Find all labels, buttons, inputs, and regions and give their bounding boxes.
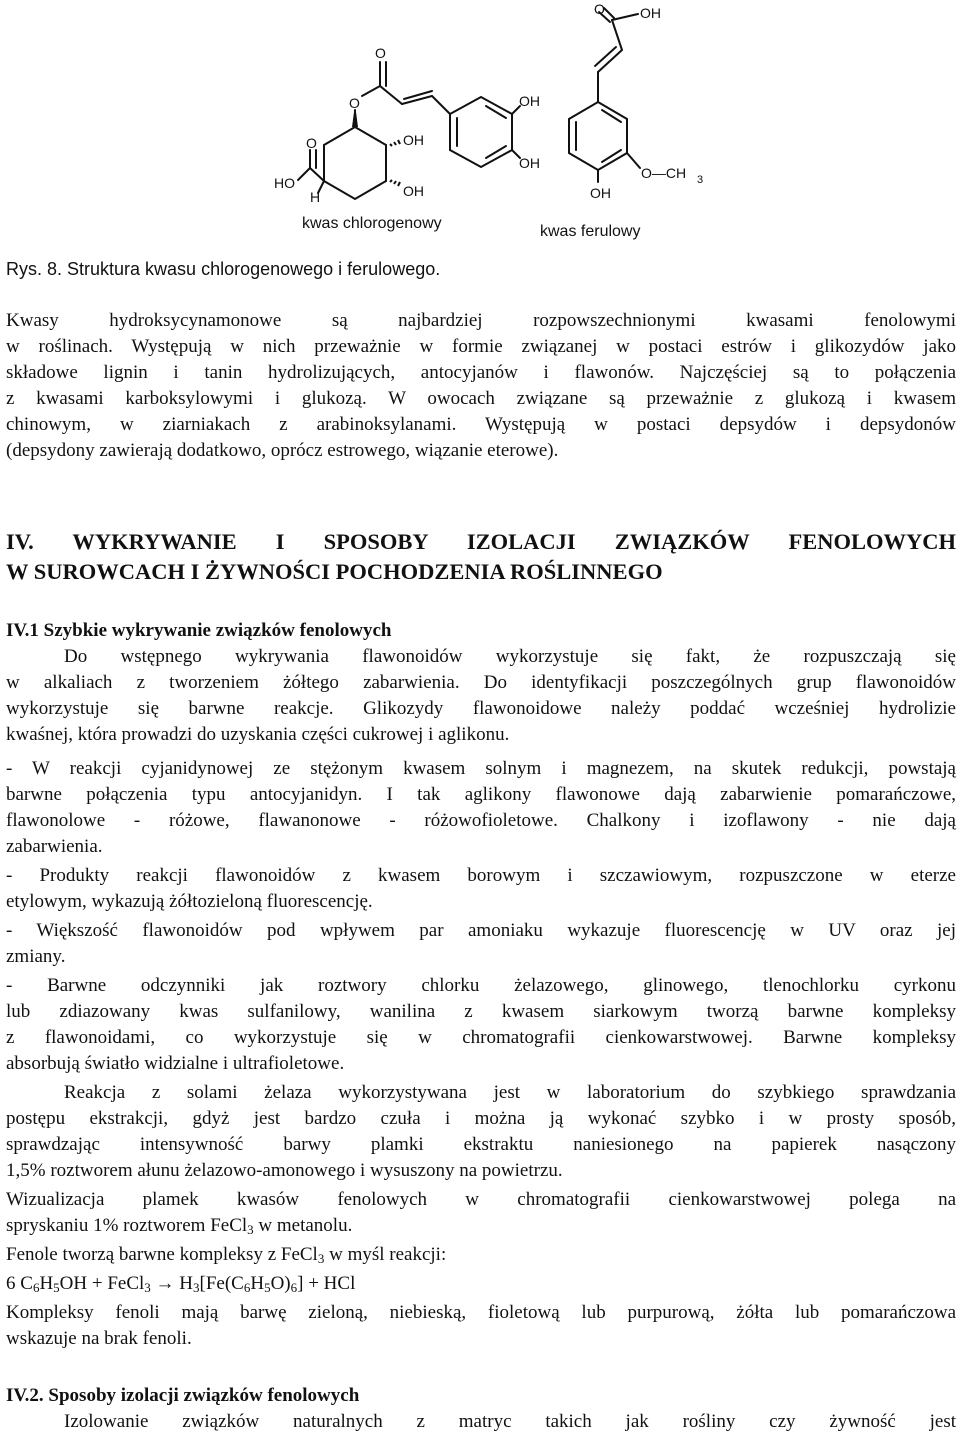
subsection-title: IV.2. Sposoby izolacji związków fenolowych <box>6 1385 360 1406</box>
chlorogenic-acid-name: kwas chlorogenowy <box>302 215 442 232</box>
paragraph-line: w roślinach. Występują w nich przeważnie w formie związanej w postaci estrów i glikozydów jako <box>6 336 956 357</box>
complex-line <box>6 1242 956 1268</box>
label-oh: OH <box>590 185 611 201</box>
paragraph-line: 1,5% roztworem ałunu żelazowo-amonowego i wysuszony na powietrzu. <box>6 1160 563 1181</box>
reaction-equation <box>6 1271 956 1297</box>
label-o: O <box>349 95 360 111</box>
chlorogenic-acid-structure <box>274 45 540 232</box>
eq-part: H <box>39 1273 54 1294</box>
paragraph-line: zmiany. <box>6 946 66 967</box>
eq-part: OH + FeCl <box>59 1273 145 1294</box>
paragraph-line: flawonolowe - różowe, flawanonowe - różowofioletowe. Chalkony i izoflawony - nie dają <box>6 810 956 831</box>
eq-subscript: 5 <box>264 1280 271 1295</box>
paragraph-line: wykorzystuje się barwne reakcje. Glikozydy flawonoidowe należy poddać wcześniej hydrolizie <box>6 698 956 719</box>
label-ho: HO <box>274 175 295 191</box>
subsection-title: IV.1 Szybkie wykrywanie związków fenolowych <box>6 620 392 641</box>
label-h: H <box>310 189 321 205</box>
label-o: O <box>375 45 386 61</box>
eq-part: O) <box>270 1273 291 1294</box>
chemical-structures-figure <box>0 0 960 250</box>
paragraph-line: - Większość flawonoidów pod wpływem par amoniaku wykazuje fluorescencję w UV oraz jej <box>6 920 956 941</box>
eq-part: H <box>179 1273 194 1294</box>
label-oh: OH <box>519 155 540 171</box>
ferulic-acid-structure <box>540 1 703 240</box>
paragraph-line: Reakcja z solami żelaza wykorzystywana jest w laboratorium do szybkiego sprawdzania <box>64 1082 956 1103</box>
label-oh: OH <box>640 5 661 21</box>
section-heading: IV. WYKRYWANIE I SPOSOBY IZOLACJI ZWIĄZKÓW FENOLOWYCH <box>6 529 956 554</box>
paragraph-line: - Produkty reakcji flawonoidów z kwasem borowym i szczawiowym, rozpuszczone w eterze <box>6 865 956 886</box>
paragraph-line: Kompleksy fenoli mają barwę zieloną, niebieską, fioletową lub purpurową, żółta lub pomarańczowa <box>6 1302 956 1323</box>
ferulic-acid-name: kwas ferulowy <box>540 223 641 240</box>
paragraph-line: Wizualizacja plamek kwasów fenolowych w chromatografii cienkowarstwowej polega na <box>6 1189 956 1210</box>
figure-caption: Rys. 8. Struktura kwasu chlorogenowego i ferulowego. <box>6 259 441 279</box>
text-part: w myśl reakcji: <box>324 1244 447 1265</box>
paragraph-line: składowe lignin i tanin hydrolizujących, antocyjanów i flawonów. Najczęściej są to połączenia <box>6 362 956 383</box>
eq-subscript: 6 <box>290 1280 298 1295</box>
paragraph-line: (depsydony zawierają dodatkowo, oprócz estrowego, wiązanie eterowe). <box>6 440 559 461</box>
paragraph-line: etylowym, wykazują żółtozieloną fluorescencję. <box>6 891 373 912</box>
label-oh: OH <box>403 183 424 199</box>
eq-part: [Fe(C <box>199 1273 244 1294</box>
paragraph-line: chinowym, w ziarniakach z arabinoksylanami. Występują w postaci depsydów i depsydonów <box>6 414 956 435</box>
text-part: Fenole tworzą barwne kompleksy z FeCl <box>6 1244 318 1265</box>
section-heading: W SUROWCACH I ŻYWNOŚCI POCHODZENIA ROŚLINNEGO <box>6 559 663 584</box>
reaction-arrow-icon: → <box>150 1273 180 1294</box>
label-och3: O—CH <box>641 165 687 181</box>
label-o: O <box>594 1 605 17</box>
label-oh: OH <box>519 93 540 109</box>
eq-part: H <box>250 1273 265 1294</box>
paragraph-line: lub zdiazowany kwas sulfanilowy, wanilina z kwasem siarkowym tworzą barwne kompleksy <box>6 1001 956 1022</box>
paragraph-line: z flawonoidami, co wykorzystuje się w chromatografii cienkowarstwowej. Barwne kompleksy <box>6 1027 956 1048</box>
eq-subscript: 6 <box>32 1280 40 1295</box>
text-part: w metanolu. <box>253 1215 353 1236</box>
paragraph-line: absorbują światło widzialne i ultrafioletowe. <box>6 1053 345 1074</box>
paragraph-line: - W reakcji cyjanidynowej ze stężonym kwasem solnym i magnezem, na skutek redukcji, powstają <box>6 758 956 779</box>
eq-subscript: 6 <box>243 1280 251 1295</box>
paragraph-line: kwaśnej, która prowadzi do uzyskania części cukrowej i aglikonu. <box>6 724 510 745</box>
paragraph-line: z kwasami karboksylowymi i glukozą. W owocach związane są przeważnie z glukozą i kwasem <box>6 388 956 409</box>
eq-subscript: 3 <box>193 1280 200 1295</box>
paragraph-line: barwne połączenia typu antocyjanidyn. I tak aglikony flawonowe dają zabarwienie pomarańczowe, <box>6 784 956 805</box>
text-part: spryskaniu 1% roztworem FeCl <box>6 1215 248 1236</box>
eq-part: ] + HCl <box>297 1273 356 1294</box>
label-oh: OH <box>403 132 424 148</box>
paragraph-line: wskazuje na brak fenoli. <box>6 1328 192 1349</box>
eq-subscript: 3 <box>144 1280 151 1295</box>
subscript: 3 <box>317 1251 325 1266</box>
paragraph-line: Kwasy hydroksycynamonowe są najbardziej rozpowszechnionymi kwasami fenolowymi <box>6 310 956 331</box>
paragraph-line: sprawdzając intensywność barwy plamki ekstraktu naniesionego na papierek nasączony <box>6 1134 956 1155</box>
paragraph-line: postępu ekstrakcji, gdyż jest bardzo czuła i można ją wykonać szybko i w prosty sposób, <box>6 1108 956 1129</box>
paragraph-line: Izolowanie związków naturalnych z matryc takich jak rośliny czy żywność jest <box>64 1411 956 1432</box>
label-o: O <box>306 135 317 151</box>
eq-subscript: 5 <box>53 1280 60 1295</box>
paragraph-line: Do wstępnego wykrywania flawonoidów wykorzystuje się fakt, że rozpuszczają się <box>64 646 956 667</box>
paragraph-line: w alkaliach z tworzeniem żółtego zabarwienia. Do identyfikacji poszczególnych grup flawonoidów <box>6 672 956 693</box>
paragraph-line: - Barwne odczynniki jak roztwory chlorku żelazowego, glinowego, tlenochlorku cyrkonu <box>6 975 956 996</box>
fecl3-spray-line <box>6 1213 956 1239</box>
eq-part: 6 C <box>6 1273 33 1294</box>
paragraph-line: zabarwienia. <box>6 836 103 857</box>
subscript: 3 <box>247 1222 254 1237</box>
label-subscript-3: 3 <box>697 174 704 186</box>
